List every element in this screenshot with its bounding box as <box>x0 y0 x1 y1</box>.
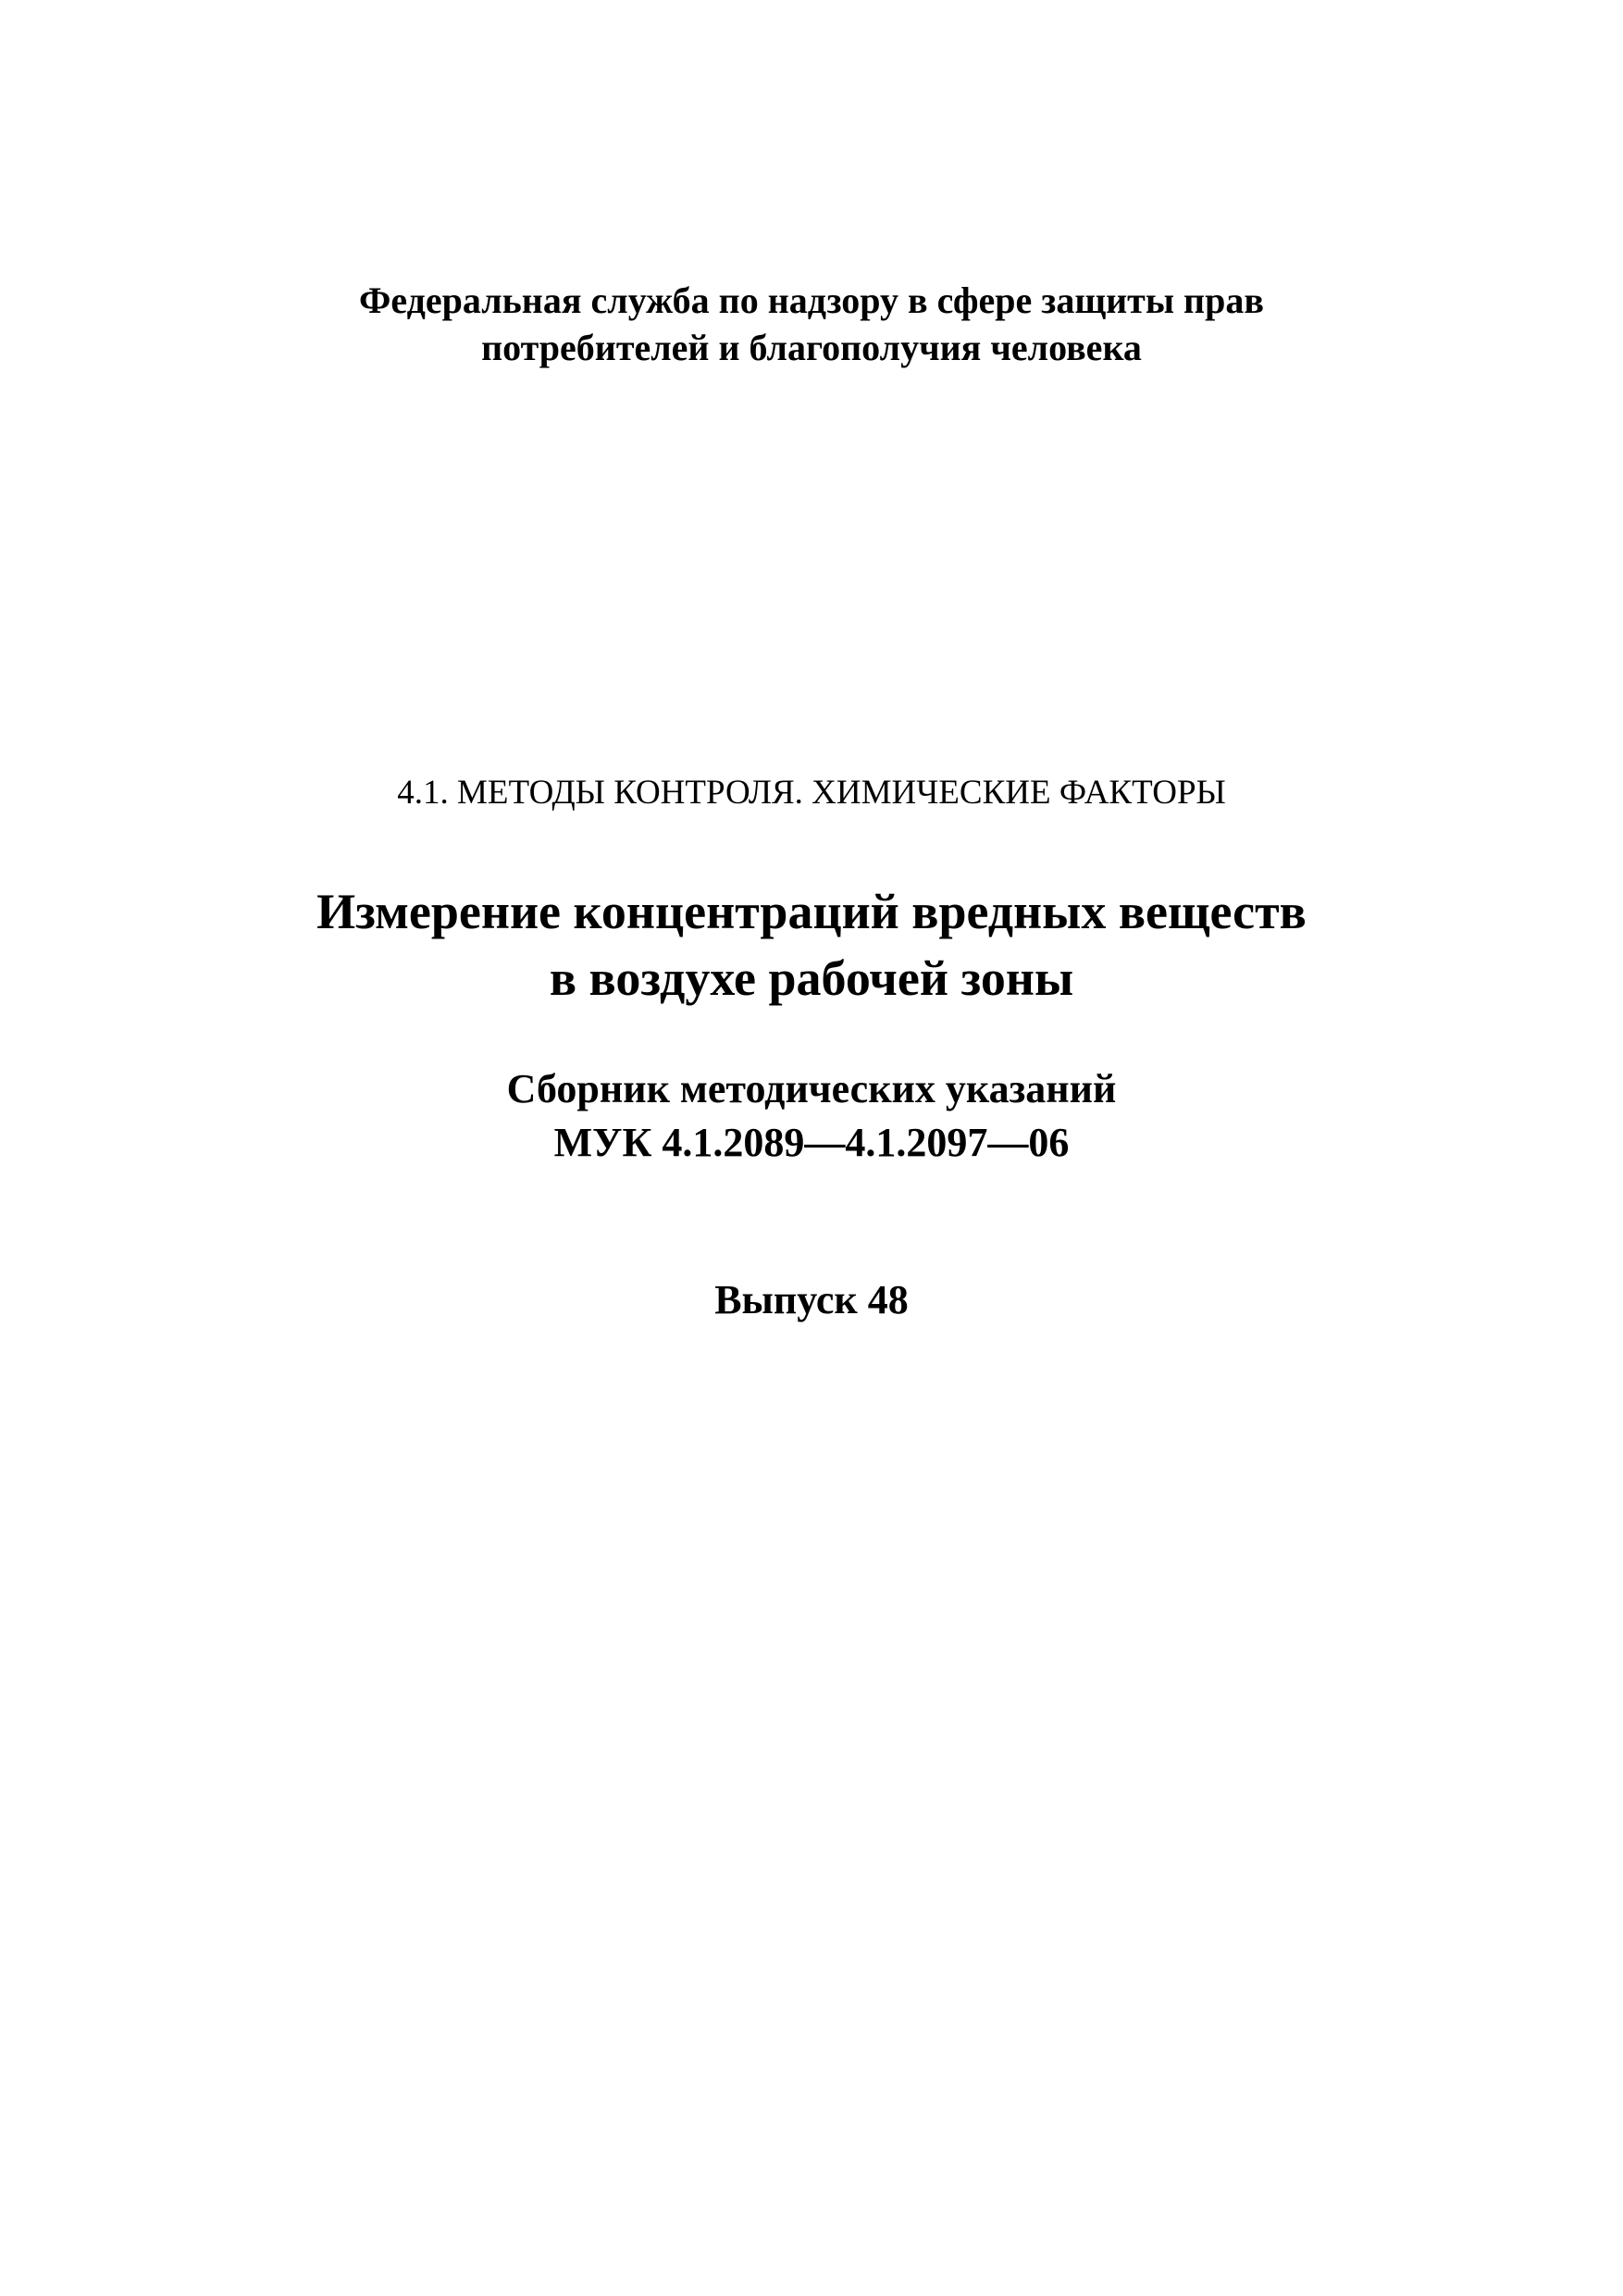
document-title-line-2: в воздухе рабочей зоны <box>549 950 1074 1006</box>
collection-code: МУК 4.1.2089—4.1.2097—06 <box>553 1120 1070 1165</box>
document-title-line-1: Измерение концентраций вредных веществ <box>316 884 1307 939</box>
agency-name-line-2: потребителей и благополучия человека <box>481 327 1142 368</box>
agency-name-line-1: Федеральная служба по надзору в сфере защиты прав <box>359 279 1264 321</box>
collection-subtitle-line-1: Сборник методических указаний <box>506 1066 1117 1111</box>
series-heading: 4.1. МЕТОДЫ КОНТРОЛЯ. ХИМИЧЕСКИЕ ФАКТОРЫ <box>397 774 1226 812</box>
issue-number: Выпуск 48 <box>714 1277 909 1322</box>
